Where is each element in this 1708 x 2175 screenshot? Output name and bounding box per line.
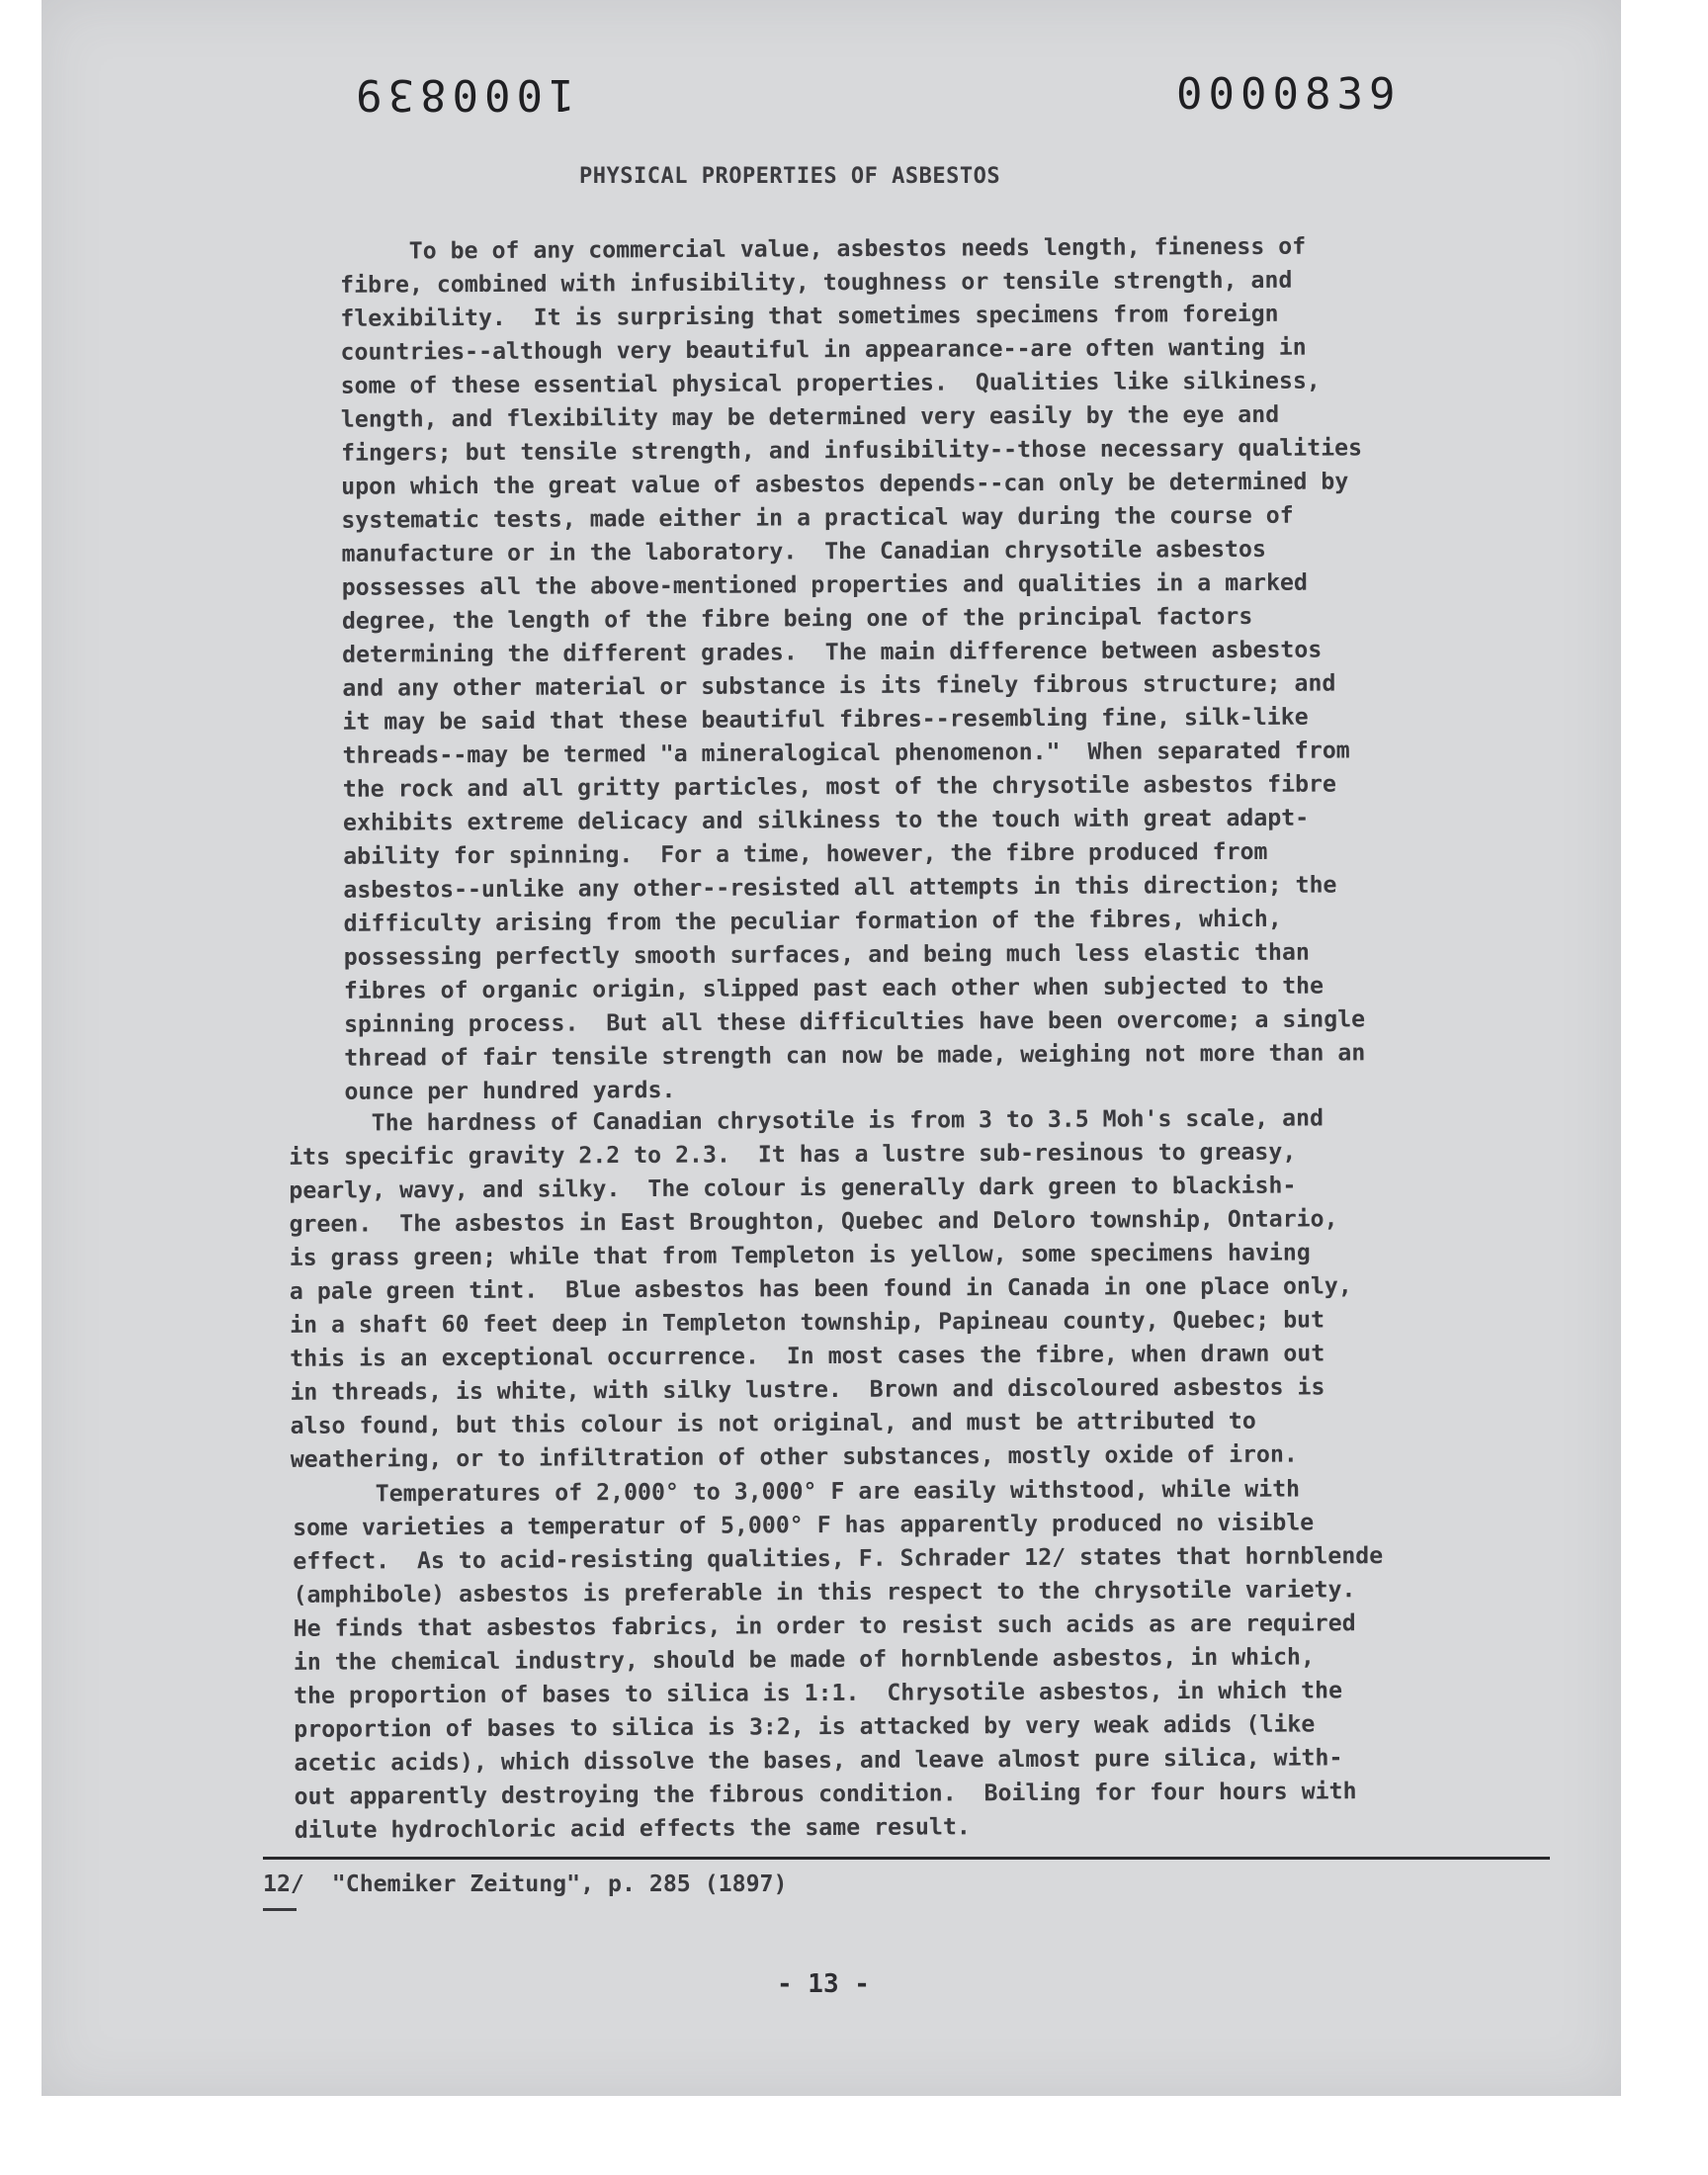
- document-stamp-left: 1000839: [350, 69, 575, 120]
- page-title: PHYSICAL PROPERTIES OF ASBESTOS: [579, 164, 1001, 189]
- paragraph-temperature-acid: Temperatures of 2,000° to 3,000° F are easily withstood, while with some varieties a temperatur of 5,000° F has apparently produced no visible effect. As to acid-resisting qualities, F. Schrader 12/ states that hornblende (amphibole) asbestos is preferable in this respect to the chrysotile variety. He finds that asbestos fabrics, in order to resist such acids as are required in the chemical industry, should be made of hornblende asbestos, in which, the proportion of bases to silica is 1:1. Chrysotile asbestos, in which the proportion of bases to silica is 3:2, is attacked by very weak adids (like acetic acids), which dissolve the bases, and leave almost pure silica, with- out apparently destroying the fibrous condition. Boiling for four hours with dilute hydrochloric acid effects the same result.: [265, 1475, 1384, 1844]
- paragraph-fibre-qualities: To be of any commercial value, asbestos needs length, fineness of fibre, combined with infusibility, toughness or tensile strength, and flexibility. It is surprising that sometimes specimens from foreign countries--although very beautiful in appearance--are often wanting in some of these essential physical properties. Qualities like silkiness, length, and flexibility may be determined very easily by the eye and fingers; but tensile strength, and infusibility--those necessary qualities upon which the great value of asbestos depends--can only be determined by systematic tests, made either in a practical way during the course of manufacture or in the laboratory. The Canadian chrysotile asbestos possesses all the above-mentioned properties and qualities in a marked degree, the length of the fibre being one of the principal factors determining the different grades. The main difference between asbestos and any other material or substance is its finely fibrous structure; and it may be said that these beautiful fibres--resembling fine, silk-like threads--may be termed "a mineralogical phenomenon." When separated from the rock and all gritty particles, most of the chrysotile asbestos fibre exhibits extreme delicacy and silkiness to the touch with great adapt- ability for spinning. For a time, however, the fibre produced from asbestos--unlike any other--resisted all attempts in this direction; the difficulty arising from the peculiar formation of the fibres, which, possessing perfectly smooth surfaces, and being much less elastic than fibres of organic origin, slipped past each other when subjected to the spinning process. But all these difficulties have been overcome; a single thread of fair tensile strength can now be made, weighing not more than an ounce per hundred yards.: [299, 232, 1366, 1105]
- paragraph-hardness-colour: The hardness of Canadian chrysotile is from 3 to 3.5 Moh's scale, and its specific gravity 2.2 to 2.3. It has a lustre sub-resinous to greasy, pearly, wavy, and silky. The colour is generally dark green to blackish- green. The asbestos in East Broughton, Quebec and Deloro township, Ontario, is grass green; while that from Templeton is yellow, some specimens having a pale green tint. Blue asbestos has been found in Canada in one place only, in a shaft 60 feet deep in Templeton township, Papineau county, Quebec; but this is an exceptional occurrence. In most cases the fibre, when drawn out in threads, is white, with silky lustre. Brown and discoloured asbestos is also found, but this colour is not original, and must be attributed to weathering, or to infiltration of other substances, mostly oxide of iron.: [261, 1104, 1352, 1473]
- footnote-marker-underline: [263, 1908, 297, 1911]
- scan-margin: [1621, 0, 1708, 2096]
- page-number: - 13 -: [777, 1969, 870, 1999]
- document-stamp-right: 0000839: [1176, 69, 1402, 120]
- footnote: 12/ "Chemiker Zeitung", p. 285 (1897): [263, 1870, 788, 1897]
- footnote-divider: [263, 1857, 1550, 1860]
